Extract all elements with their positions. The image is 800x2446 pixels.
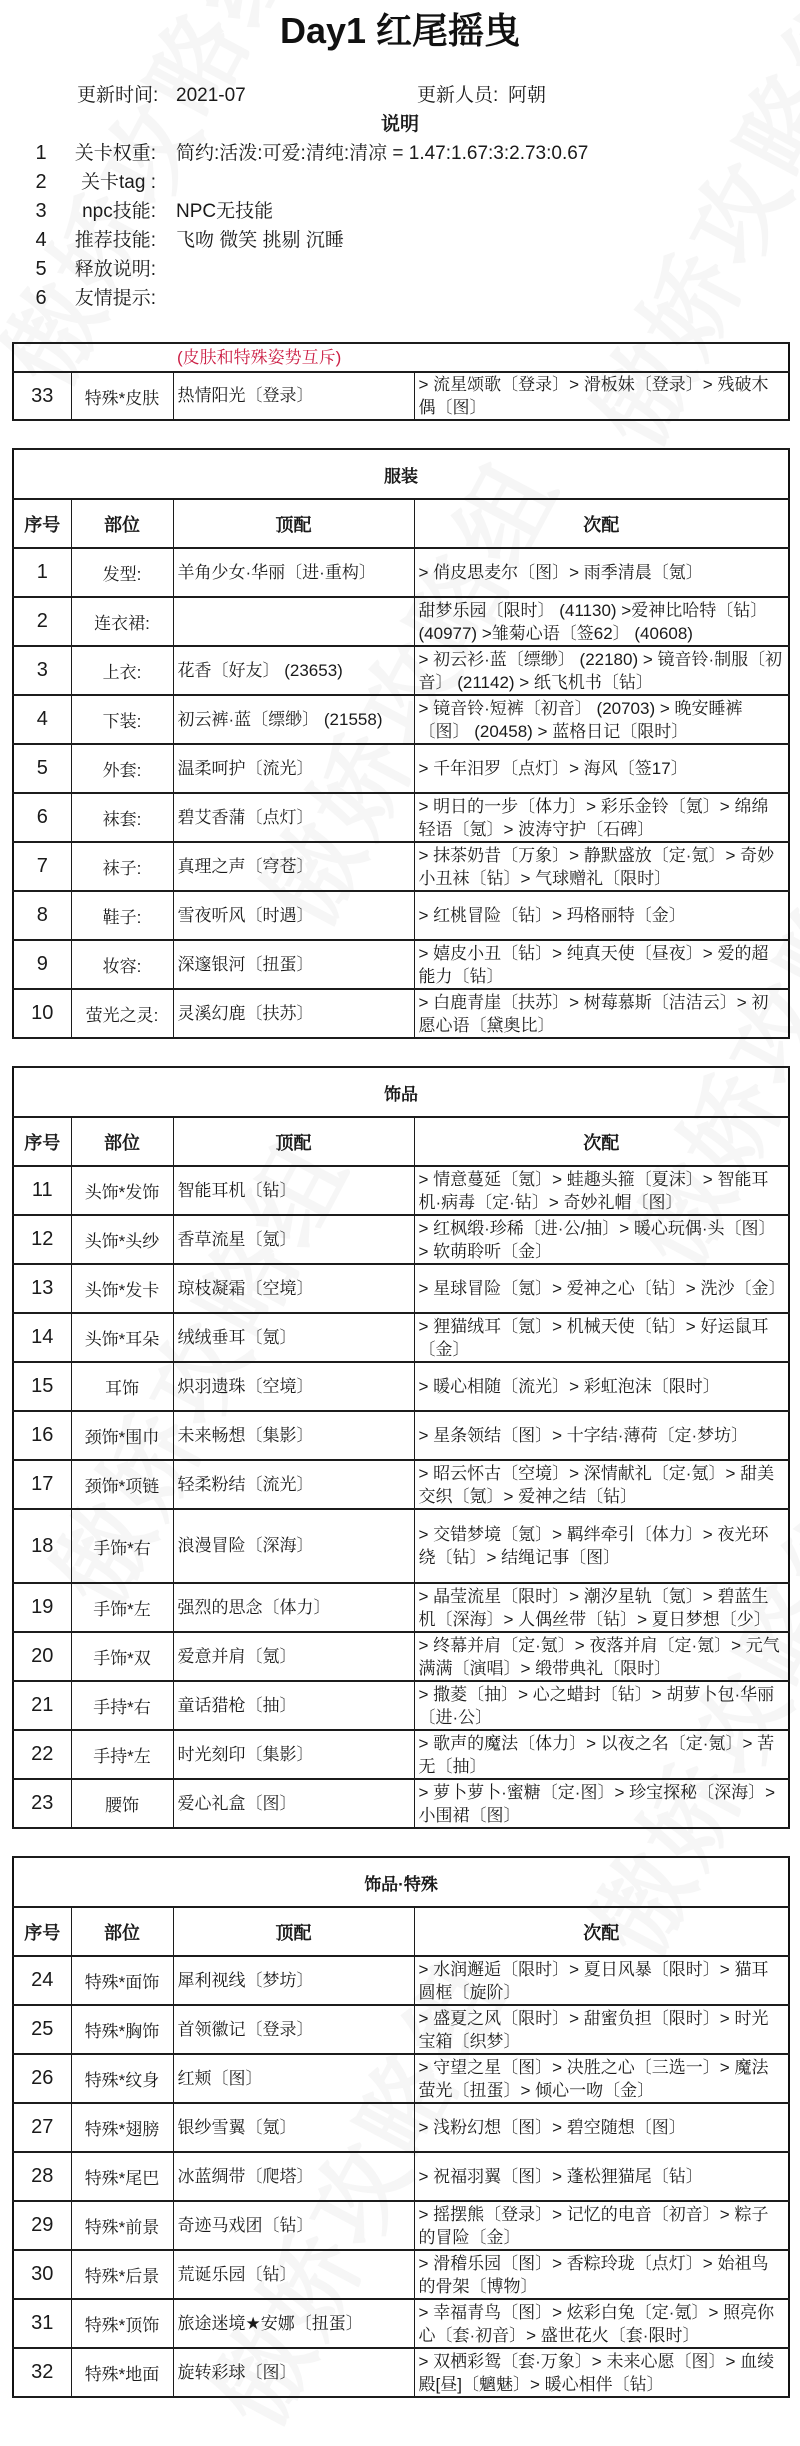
- row-number: 26: [13, 2054, 71, 2103]
- update-time-label: 更新时间:: [77, 85, 159, 106]
- table-row: [13, 1583, 789, 1632]
- top-match-cell: 花香〔好友〕 (23653): [173, 646, 414, 695]
- column-header-row: [13, 1907, 789, 1956]
- row-number: 5: [13, 744, 71, 793]
- column-header-no: 序号: [13, 499, 71, 548]
- page-title: Day1 红尾摇曳: [279, 10, 521, 51]
- note-value: 简约:活泼:可爱:清纯:清凉 = 1.47:1.67:3:2.73:0.67: [176, 143, 589, 164]
- row-number: 12: [13, 1215, 71, 1264]
- row-number: 30: [13, 2250, 71, 2299]
- note-number: 1: [35, 142, 47, 164]
- note-value: 飞吻 微笑 挑剔 沉睡: [176, 230, 344, 251]
- note-item: [0, 197, 800, 226]
- alt-match-cell: > 滑稽乐园〔图〕> 香粽玲珑〔点灯〕> 始祖鸟的骨架〔博物〕: [414, 2250, 789, 2299]
- notes-list: [0, 139, 800, 313]
- slot-cell: 手持*左: [71, 1730, 173, 1779]
- table-row: [13, 842, 789, 891]
- column-header-top: 顶配: [173, 1907, 414, 1956]
- section-title: 饰品·特殊: [13, 1857, 789, 1907]
- alt-match-cell: > 红枫缎·珍稀〔进·公/抽〕> 暖心玩偶·头〔图〕> 软萌聆听〔金〕: [414, 1215, 789, 1264]
- top-match-cell: 热情阳光〔登录〕: [173, 372, 414, 420]
- top-match-cell: 爱心礼盒〔图〕: [173, 1779, 414, 1828]
- section-title: 服装: [13, 449, 789, 499]
- row-number: 24: [13, 1956, 71, 2005]
- slot-cell: 特殊*翅膀: [71, 2103, 173, 2152]
- table-row: [13, 1166, 789, 1215]
- alt-match-cell: > 交错梦境〔氪〕> 羁绊牵引〔体力〕> 夜光环绕〔钻〕> 结绳记事〔图〕: [414, 1509, 789, 1583]
- section-title: 饰品: [13, 1067, 789, 1117]
- top-match-cell: 时光刻印〔集影〕: [173, 1730, 414, 1779]
- table-row: [13, 1411, 789, 1460]
- note-item: [0, 139, 800, 168]
- table-row: [13, 744, 789, 793]
- row-number: 20: [13, 1632, 71, 1681]
- top-match-cell: 童话猎枪〔抽〕: [173, 1681, 414, 1730]
- table-row: [13, 1313, 789, 1362]
- alt-match-cell: > 萝卜萝卜·蜜糖〔定·图〕> 珍宝探秘〔深海〕> 小围裙〔图〕: [414, 1779, 789, 1828]
- note-value: NPC无技能: [176, 201, 274, 222]
- table-row: [13, 1681, 789, 1730]
- note-item: [0, 168, 800, 197]
- table-row: [13, 2201, 789, 2250]
- slot-cell: 鞋子:: [71, 891, 173, 940]
- note-item: [0, 255, 800, 284]
- row-number: 1: [13, 548, 71, 597]
- alt-match-cell: > 情意蔓延〔氪〕> 蛙趣头箍〔夏沫〕> 智能耳机·病毒〔定·钻〕> 奇妙礼帽〔图〕: [414, 1166, 789, 1215]
- row-number: 21: [13, 1681, 71, 1730]
- row-number: 10: [13, 989, 71, 1038]
- alt-match-cell: > 终幕并肩〔定·氪〕> 夜落并肩〔定·氪〕> 元气满满〔演唱〕> 缎带典礼〔限时〕: [414, 1632, 789, 1681]
- slot-cell: 特殊*面饰: [71, 1956, 173, 2005]
- alt-match-cell: > 撒菱〔抽〕> 心之蜡封〔钻〕> 胡萝卜包·华丽〔进·公〕: [414, 1681, 789, 1730]
- slot-cell: 特殊*后景: [71, 2250, 173, 2299]
- row-number: 28: [13, 2152, 71, 2201]
- alt-match-cell: > 千年汨罗〔点灯〕> 海风〔签17〕: [414, 744, 789, 793]
- table-row: [13, 1956, 789, 2005]
- table-row: [13, 2299, 789, 2348]
- slot-cell: 袜子:: [71, 842, 173, 891]
- top-match-cell: 荒诞乐园〔钻〕: [173, 2250, 414, 2299]
- slot-cell: 耳饰: [71, 1362, 173, 1411]
- section-title-row: [13, 1857, 789, 1907]
- note-label: 关卡权重:: [74, 143, 156, 164]
- alt-match-cell: > 双栖彩鸳〔套·万象〕> 未来心愿〔图〕> 血绫殿[昼]〔魑魅〕> 暖心相伴〔钻〕: [414, 2348, 789, 2397]
- alt-match-cell: > 红桃冒险〔钻〕> 玛格丽特〔金〕: [414, 891, 789, 940]
- row-number: 2: [13, 597, 71, 646]
- row-number: 31: [13, 2299, 71, 2348]
- slot-cell: 特殊*胸饰: [71, 2005, 173, 2054]
- top-match-cell: 奇迹马戏团〔钻〕: [173, 2201, 414, 2250]
- alt-match-cell: > 初云衫·蓝〔缥缈〕 (22180) > 镜音铃·制服〔初音〕 (21142) > 纸飞机书〔钻〕: [414, 646, 789, 695]
- column-header-top: 顶配: [173, 499, 414, 548]
- row-number: 4: [13, 695, 71, 744]
- slot-cell: 手饰*左: [71, 1583, 173, 1632]
- slot-cell: 袜套:: [71, 793, 173, 842]
- alt-match-cell: > 星球冒险〔氪〕> 爱神之心〔钻〕> 洗沙〔金〕: [414, 1264, 789, 1313]
- table-row: [13, 891, 789, 940]
- table-row: [13, 695, 789, 744]
- alt-match-cell: > 昭云怀古〔空境〕> 深情献礼〔定·氪〕> 甜美交织〔氪〕> 爱神之结〔钻〕: [414, 1460, 789, 1509]
- slot-cell: 特殊*纹身: [71, 2054, 173, 2103]
- row-number: 13: [13, 1264, 71, 1313]
- top-match-cell: 轻柔粉结〔流光〕: [173, 1460, 414, 1509]
- slot-cell: 腰饰: [71, 1779, 173, 1828]
- alt-match-cell: > 浅粉幻想〔图〕> 碧空随想〔图〕: [414, 2103, 789, 2152]
- note-label: 友情提示:: [74, 288, 156, 309]
- top-match-cell: 浪漫冒险〔深海〕: [173, 1509, 414, 1583]
- column-header-alt: 次配: [414, 1117, 789, 1166]
- top-match-cell: 炽羽遗珠〔空境〕: [173, 1362, 414, 1411]
- column-header-slot: 部位: [71, 499, 173, 548]
- alt-match-cell: > 狸猫绒耳〔氪〕> 机械天使〔钻〕> 好运鼠耳〔金〕: [414, 1313, 789, 1362]
- top-match-cell: 首领徽记〔登录〕: [173, 2005, 414, 2054]
- alt-match-cell: > 暖心相随〔流光〕> 彩虹泡沫〔限时〕: [414, 1362, 789, 1411]
- column-header-alt: 次配: [414, 1907, 789, 1956]
- note-number: 3: [35, 200, 47, 222]
- note-label: npc技能:: [82, 201, 156, 222]
- top-match-cell: 旅途迷境★安娜〔扭蛋〕: [173, 2299, 414, 2348]
- alt-match-cell: > 流星颂歌〔登录〕> 滑板妹〔登录〕> 残破木偶〔图〕: [414, 372, 789, 420]
- note-number: 5: [35, 258, 47, 280]
- column-header-no: 序号: [13, 1117, 71, 1166]
- top-match-cell: 智能耳机〔钻〕: [173, 1166, 414, 1215]
- table-row: [13, 989, 789, 1038]
- table-row: [13, 2103, 789, 2152]
- slot-cell: 连衣裙:: [71, 597, 173, 646]
- alt-match-cell: > 抹茶奶昔〔万象〕> 静默盛放〔定·氪〕> 奇妙小丑袜〔钻〕> 气球赠礼〔限时〕: [414, 842, 789, 891]
- table-row: [13, 1460, 789, 1509]
- table-row: [13, 2054, 789, 2103]
- table-row: [13, 940, 789, 989]
- costume-table: [12, 448, 790, 1039]
- table-row: [13, 2348, 789, 2397]
- slot-cell: 特殊*前景: [71, 2201, 173, 2250]
- column-header-no: 序号: [13, 1907, 71, 1956]
- slot-cell: 头饰*发卡: [71, 1264, 173, 1313]
- slot-cell: 特殊*尾巴: [71, 2152, 173, 2201]
- slot-cell: 手持*右: [71, 1681, 173, 1730]
- table-row: [13, 1779, 789, 1828]
- note-number: 6: [35, 287, 47, 309]
- slot-cell: 颈饰*围巾: [71, 1411, 173, 1460]
- slot-cell: 手饰*右: [71, 1509, 173, 1583]
- alt-match-cell: > 嬉皮小丑〔钻〕> 纯真天使〔昼夜〕> 爱的超能力〔钻〕: [414, 940, 789, 989]
- alt-match-cell: > 白鹿青崖〔扶苏〕> 树莓慕斯〔洁洁云〕> 初愿心语〔黛奥比〕: [414, 989, 789, 1038]
- table-row: [13, 597, 789, 646]
- alt-match-cell: > 盛夏之风〔限时〕> 甜蜜负担〔限时〕> 时光宝箱〔织梦〕: [414, 2005, 789, 2054]
- accessory-table: [12, 1066, 790, 1829]
- row-number: 27: [13, 2103, 71, 2152]
- top-match-cell: 红颊〔图〕: [173, 2054, 414, 2103]
- row-number: 11: [13, 1166, 71, 1215]
- column-header-row: [13, 499, 789, 548]
- slot-cell: 发型:: [71, 548, 173, 597]
- row-number: 22: [13, 1730, 71, 1779]
- top-match-cell: 羊角少女·华丽〔进·重构〕: [173, 548, 414, 597]
- note-number: 2: [35, 171, 47, 193]
- top-match-cell: 香草流星〔氪〕: [173, 1215, 414, 1264]
- slot-cell: 特殊*皮肤: [71, 372, 173, 420]
- top-match-cell: 爱意并肩〔氪〕: [173, 1632, 414, 1681]
- note-label: 释放说明:: [74, 259, 156, 280]
- alt-match-cell: > 祝福羽翼〔图〕> 蓬松狸猫尾〔钻〕: [414, 2152, 789, 2201]
- table-row: [13, 1730, 789, 1779]
- note-item: [0, 284, 800, 313]
- table-row: [13, 793, 789, 842]
- table-row: [13, 2250, 789, 2299]
- alt-match-cell: > 歌声的魔法〔体力〕> 以夜之名〔定·氪〕> 苦无〔抽〕: [414, 1730, 789, 1779]
- table-row: [13, 646, 789, 695]
- note-item: [0, 226, 800, 255]
- table-row: [13, 372, 789, 420]
- top-match-cell: 真理之声〔穹苍〕: [173, 842, 414, 891]
- alt-match-cell: 甜梦乐园〔限时〕 (41130) >爱神比哈特〔钻〕 (40977) >雏菊心语〔签62〕 (40608): [414, 597, 789, 646]
- alt-match-cell: > 摇摆熊〔登录〕> 记忆的电音〔初音〕> 粽子的冒险〔金〕: [414, 2201, 789, 2250]
- notes-heading: 说明: [380, 114, 419, 135]
- top-match-cell: 温柔呵护〔流光〕: [173, 744, 414, 793]
- update-time-value: 2021-07: [176, 85, 246, 106]
- row-number: 7: [13, 842, 71, 891]
- section-title-row: [13, 1067, 789, 1117]
- row-number: 14: [13, 1313, 71, 1362]
- column-header-slot: 部位: [71, 1907, 173, 1956]
- section-title-row: [13, 449, 789, 499]
- meta-info: [0, 84, 800, 108]
- row-number: 8: [13, 891, 71, 940]
- alt-match-cell: > 水润邂逅〔限时〕> 夏日风暴〔限时〕> 猫耳圆框〔旋阶〕: [414, 1956, 789, 2005]
- note-number: 4: [35, 229, 47, 251]
- top-match-cell: 未来畅想〔集影〕: [173, 1411, 414, 1460]
- row-number: 23: [13, 1779, 71, 1828]
- table-row: [13, 2005, 789, 2054]
- slot-cell: 上衣:: [71, 646, 173, 695]
- skin-table: [12, 342, 790, 421]
- top-match-cell: 琼枝凝霜〔空境〕: [173, 1264, 414, 1313]
- table-row: [13, 1632, 789, 1681]
- top-match-cell: 冰蓝绸带〔爬塔〕: [173, 2152, 414, 2201]
- table-row: [13, 1509, 789, 1583]
- top-match-cell: 犀利视线〔梦坊〕: [173, 1956, 414, 2005]
- column-header-slot: 部位: [71, 1117, 173, 1166]
- column-header-alt: 次配: [414, 499, 789, 548]
- column-header-top: 顶配: [173, 1117, 414, 1166]
- row-number: 25: [13, 2005, 71, 2054]
- alt-match-cell: > 星条领结〔图〕> 十字结·薄荷〔定·梦坊〕: [414, 1411, 789, 1460]
- skin-note-row: [13, 343, 789, 372]
- top-match-cell: 初云裤·蓝〔缥缈〕 (21558): [173, 695, 414, 744]
- top-match-cell: 绒绒垂耳〔氪〕: [173, 1313, 414, 1362]
- slot-cell: 下装:: [71, 695, 173, 744]
- slot-cell: 妆容:: [71, 940, 173, 989]
- alt-match-cell: > 镜音铃·短裤〔初音〕 (20703) > 晚安睡裤〔图〕 (20458) > 蓝格日记〔限时〕: [414, 695, 789, 744]
- slot-cell: 特殊*顶饰: [71, 2299, 173, 2348]
- slot-cell: 特殊*地面: [71, 2348, 173, 2397]
- note-label: 推荐技能:: [74, 230, 156, 251]
- slot-cell: 外套:: [71, 744, 173, 793]
- row-number: 16: [13, 1411, 71, 1460]
- slot-cell: 头饰*头纱: [71, 1215, 173, 1264]
- table-row: [13, 1264, 789, 1313]
- row-number: 19: [13, 1583, 71, 1632]
- row-number: 33: [13, 372, 71, 420]
- slot-cell: 萤光之灵:: [71, 989, 173, 1038]
- skin-exclusive-note: (皮肤和特殊姿势互斥): [13, 343, 789, 372]
- row-number: 6: [13, 793, 71, 842]
- slot-cell: 手饰*双: [71, 1632, 173, 1681]
- row-number: 17: [13, 1460, 71, 1509]
- table-row: [13, 2152, 789, 2201]
- top-match-cell: 碧艾香蒲〔点灯〕: [173, 793, 414, 842]
- row-number: 32: [13, 2348, 71, 2397]
- top-match-cell: 灵溪幻鹿〔扶苏〕: [173, 989, 414, 1038]
- updater-label: 更新人员:: [417, 85, 499, 106]
- row-number: 29: [13, 2201, 71, 2250]
- row-number: 9: [13, 940, 71, 989]
- special-accessory-table: [12, 1856, 790, 2398]
- row-number: 15: [13, 1362, 71, 1411]
- top-match-cell: 银纱雪翼〔氪〕: [173, 2103, 414, 2152]
- column-header-row: [13, 1117, 789, 1166]
- note-label: 关卡tag :: [81, 172, 156, 193]
- alt-match-cell: > 明日的一步〔体力〕> 彩乐金铃〔氪〕> 绵绵轻语〔氪〕> 波涛守护〔石碑〕: [414, 793, 789, 842]
- alt-match-cell: > 俏皮思麦尔〔图〕> 雨季清晨〔氪〕: [414, 548, 789, 597]
- row-number: 3: [13, 646, 71, 695]
- top-match-cell: 雪夜听风〔时遇〕: [173, 891, 414, 940]
- top-match-cell: 强烈的思念〔体力〕: [173, 1583, 414, 1632]
- alt-match-cell: > 晶莹流星〔限时〕> 潮汐星轨〔氪〕> 碧蓝生机〔深海〕> 人偶丝带〔钻〕> 夏日梦想〔少〕: [414, 1583, 789, 1632]
- updater-value: 阿朝: [508, 85, 547, 106]
- top-match-cell: 深邃银河〔扭蛋〕: [173, 940, 414, 989]
- alt-match-cell: > 守望之星〔图〕> 决胜之心〔三选一〕> 魔法萤光〔扭蛋〕> 倾心一吻〔金〕: [414, 2054, 789, 2103]
- top-match-cell: 旋转彩球〔图〕: [173, 2348, 414, 2397]
- row-number: 18: [13, 1509, 71, 1583]
- table-row: [13, 548, 789, 597]
- slot-cell: 颈饰*项链: [71, 1460, 173, 1509]
- slot-cell: 头饰*发饰: [71, 1166, 173, 1215]
- top-match-cell: [173, 597, 414, 646]
- table-row: [13, 1362, 789, 1411]
- table-row: [13, 1215, 789, 1264]
- alt-match-cell: > 幸福青鸟〔图〕> 炫彩白兔〔定·氪〕> 照亮你心〔套·初音〕> 盛世花火〔套·限时〕: [414, 2299, 789, 2348]
- slot-cell: 头饰*耳朵: [71, 1313, 173, 1362]
